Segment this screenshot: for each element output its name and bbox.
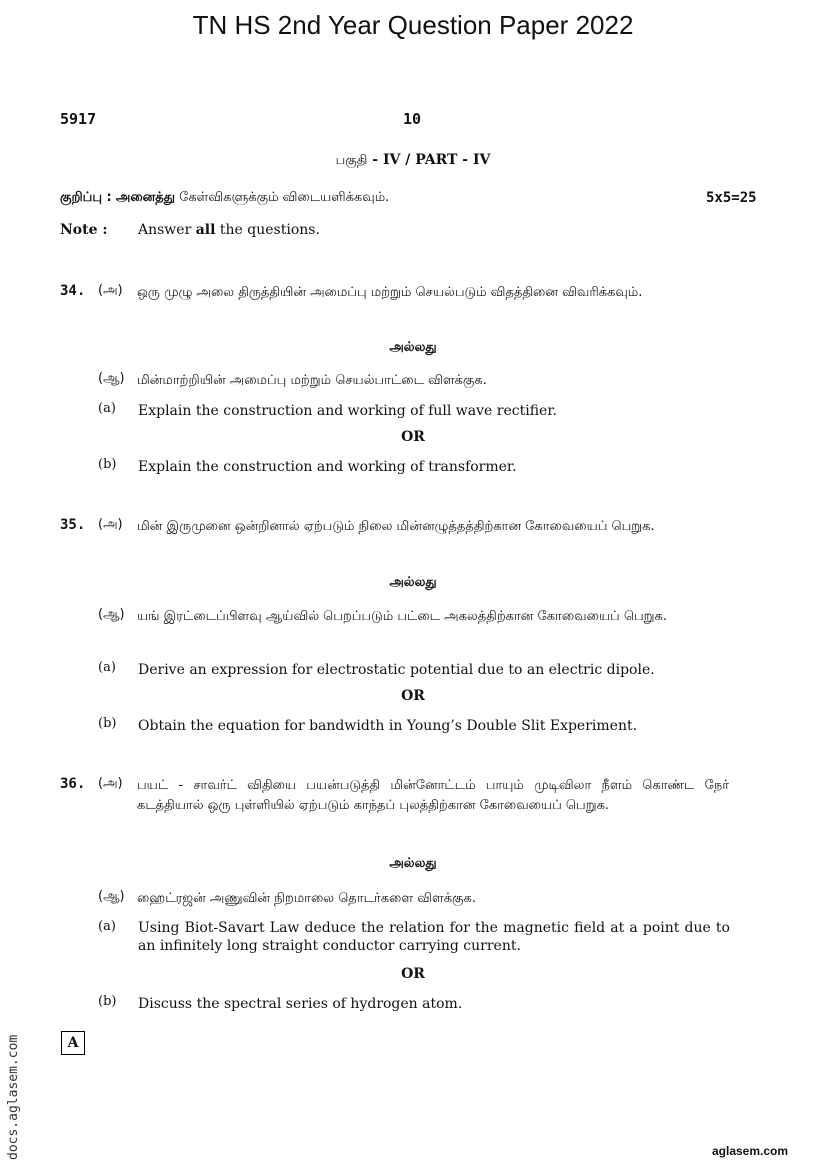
note-label: Note : bbox=[60, 222, 108, 238]
option-label-a: (a) bbox=[98, 660, 116, 675]
option-label-b: (b) bbox=[98, 457, 117, 472]
tamil-instruction-label: குறிப்பு : bbox=[60, 190, 112, 205]
note-post: the questions. bbox=[215, 222, 320, 238]
option-label-a: (a) bbox=[98, 919, 116, 934]
question-text-english-b: Discuss the spectral series of hydrogen atom. bbox=[138, 996, 463, 1012]
paper-code: 5917 bbox=[60, 110, 97, 128]
question-text-english-a: Using Biot-Savart Law deduce the relation for the magnetic field at a point due to an infinitely long straight conductor carrying current. bbox=[138, 920, 730, 954]
question-text-tamil-a: மின் இருமுனை ஒன்றினால் ஏற்படும் நிலை மின்னழுத்தத்திற்கான கோவையைப் பெறுக. bbox=[137, 519, 655, 534]
marks-scheme: 5x5=25 bbox=[706, 190, 757, 206]
or-english: OR bbox=[401, 688, 425, 704]
page-number: 10 bbox=[403, 110, 422, 128]
option-label-tamil-a: (அ) bbox=[98, 776, 123, 791]
or-tamil: அல்லது bbox=[389, 856, 437, 871]
booklet-box-letter: A bbox=[61, 1031, 85, 1055]
question-text-tamil-b: யங் இரட்டைப்பிளவு ஆய்வில் பெறப்படும் பட்டை அகலத்திற்கான கோவையைப் பெறுக. bbox=[137, 609, 667, 624]
sidebar-watermark: docs.aglasem.com bbox=[6, 1034, 21, 1160]
tamil-instruction-text: கேள்விகளுக்கும் விடையளிக்கவும். bbox=[179, 190, 390, 205]
question-text-tamil-b: மின்மாற்றியின் அமைப்பு மற்றும் செயல்பாட்டை விளக்குக. bbox=[137, 373, 487, 388]
question-number: 34. bbox=[60, 283, 86, 299]
question-text-tamil-a: பயட் - சாவர்ட் விதியை பயன்படுத்தி மின்னோட்டம் பாயும் முடிவிலா நீளம் கொண்ட நேர் கடத்தியால் ஒரு புள்ளியில் ஏற்படும் காந்தப் புலத்திற்கான கோவையைப் பெறுக. bbox=[137, 778, 729, 813]
question-text-english-b: Explain the construction and working of transformer. bbox=[138, 459, 517, 475]
option-label-tamil-b: (ஆ) bbox=[98, 889, 125, 904]
part-tamil: பகுதி bbox=[335, 153, 368, 168]
or-tamil: அல்லது bbox=[389, 575, 437, 590]
question-text-tamil-a: ஒரு முழு அலை திருத்தியின் அமைப்பு மற்றும் செயல்படும் விதத்தினை விவரிக்கவும். bbox=[137, 285, 643, 300]
option-label-b: (b) bbox=[98, 994, 117, 1009]
page-banner-title: TN HS 2nd Year Question Paper 2022 bbox=[192, 10, 634, 40]
option-label-b: (b) bbox=[98, 716, 117, 731]
note-bold: all bbox=[195, 222, 216, 238]
tamil-instruction-bold: அனைத்து bbox=[115, 190, 175, 205]
question-text-tamil-b: ஹைட்ரஜன் அணுவின் நிறமாலை தொடர்களை விளக்குக. bbox=[137, 891, 476, 906]
option-label-tamil-a: (அ) bbox=[98, 283, 123, 298]
tamil-instruction bbox=[60, 190, 389, 206]
or-english: OR bbox=[401, 966, 425, 982]
part-heading bbox=[0, 152, 826, 169]
or-english: OR bbox=[401, 429, 425, 445]
question-text-english-a: Derive an expression for electrostatic potential due to an electric dipole. bbox=[138, 662, 655, 678]
option-label-tamil-a: (அ) bbox=[98, 517, 123, 532]
option-label-tamil-b: (ஆ) bbox=[98, 607, 125, 622]
or-tamil: அல்லது bbox=[389, 340, 437, 355]
question-number: 36. bbox=[60, 776, 86, 792]
part-label: - IV / PART - IV bbox=[367, 152, 491, 168]
note-text bbox=[138, 222, 320, 238]
question-text-english-a: Explain the construction and working of full wave rectifier. bbox=[138, 403, 557, 419]
question-text-english-b: Obtain the equation for bandwidth in Young’s Double Slit Experiment. bbox=[138, 718, 638, 734]
footer-site-name: aglasem.com bbox=[712, 1144, 789, 1158]
option-label-a: (a) bbox=[98, 401, 116, 416]
option-label-tamil-b: (ஆ) bbox=[98, 371, 125, 386]
note-pre: Answer bbox=[138, 222, 196, 238]
question-number: 35. bbox=[60, 517, 86, 533]
